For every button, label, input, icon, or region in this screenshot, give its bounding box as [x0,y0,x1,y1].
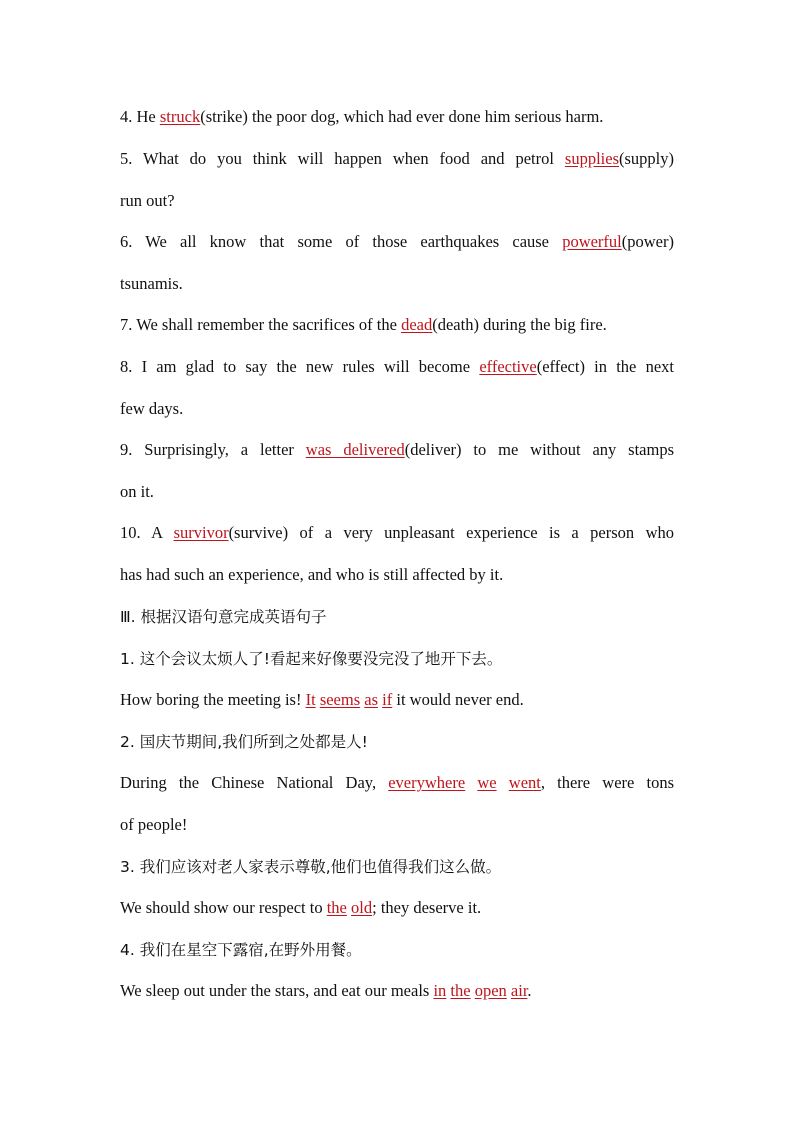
item-text: 7. We shall remember the sacrifices of the [120,315,402,334]
sentence-text: We should show our respect to [120,898,327,917]
exercise-item-9 [120,440,674,460]
answer: supplies [564,149,619,168]
exercise-item-8-cont: few days. [120,399,184,418]
sentence-text: During the Chinese National Day, [120,773,389,792]
exercise-item-5 [120,149,674,169]
section-heading: Ⅲ. 根据汉语句意完成英语句子 [120,608,327,626]
item-text: 5. What do you think will happen when food and petrol [120,149,565,168]
answer: struck [159,107,201,126]
answer: It [305,690,316,709]
answer: in [433,981,447,1000]
answer: dead [401,315,433,334]
answer: survivor [173,523,229,542]
item-text: 4. He [120,107,160,126]
answer: open [474,981,507,1000]
exercise-item-5-cont: run out? [120,191,175,210]
answer: air [510,981,528,1000]
exercise-item-8 [120,357,674,377]
item-text: (survive) of a very unpleasant experience is a person who [228,523,674,542]
answer: was delivered [305,440,405,459]
item-text: 10. A [120,523,174,542]
exercise-item-9-cont: on it. [120,482,154,501]
answer: everywhere [388,773,466,792]
exercise-item-7 [120,315,674,335]
sentence-text: ; they deserve it. [372,898,482,917]
translation-answer-2-cont: of people! [120,815,188,834]
item-text: 8. I am glad to say the new rules will become [120,357,480,376]
answer: went [508,773,541,792]
answer: the [450,981,471,1000]
sentence-text: How boring the meeting is! [120,690,306,709]
answer: old [351,898,373,917]
sentence-text: . [527,981,532,1000]
item-text: (supply) [619,149,674,168]
translation-prompt-1: 1. 这个会议太烦人了!看起来好像要没完没了地开下去。 [120,650,503,668]
item-text: (effect) in the next [536,357,674,376]
exercise-item-6-cont: tsunamis. [120,274,183,293]
translation-answer-2 [120,773,674,793]
translation-prompt-4: 4. 我们在星空下露宿,在野外用餐。 [120,941,362,959]
item-text: (strike) the poor dog, which had ever done him serious harm. [200,107,604,126]
sentence-text: We sleep out under the stars, and eat our meals [120,981,434,1000]
translation-prompt-3: 3. 我们应该对老人家表示尊敬,他们也值得我们这么做。 [120,858,502,876]
sentence-text: , there were tons [540,773,675,792]
answer: effective [479,357,537,376]
translation-answer-1 [120,690,674,710]
answer: seems [319,690,361,709]
item-text: (deliver) to me without any stamps [404,440,675,459]
item-text: (power) [621,232,674,251]
sentence-text: it would never end. [392,690,524,709]
exercise-item-6 [120,232,674,252]
answer: the [326,898,347,917]
exercise-item-10 [120,523,674,543]
translation-answer-3 [120,898,674,918]
answer: powerful [562,232,622,251]
answer: if [382,690,393,709]
item-text: (death) during the big fire. [432,315,607,334]
item-text: 9. Surprisingly, a letter [120,440,306,459]
answer: we [477,773,497,792]
exercise-item-4 [120,107,674,127]
translation-answer-4 [120,981,674,1001]
item-text: 6. We all know that some of those earthquakes cause [120,232,563,251]
answer: as [364,690,379,709]
exercise-item-10-cont: has had such an experience, and who is still affected by it. [120,565,504,584]
translation-prompt-2: 2. 国庆节期间,我们所到之处都是人! [120,733,368,751]
